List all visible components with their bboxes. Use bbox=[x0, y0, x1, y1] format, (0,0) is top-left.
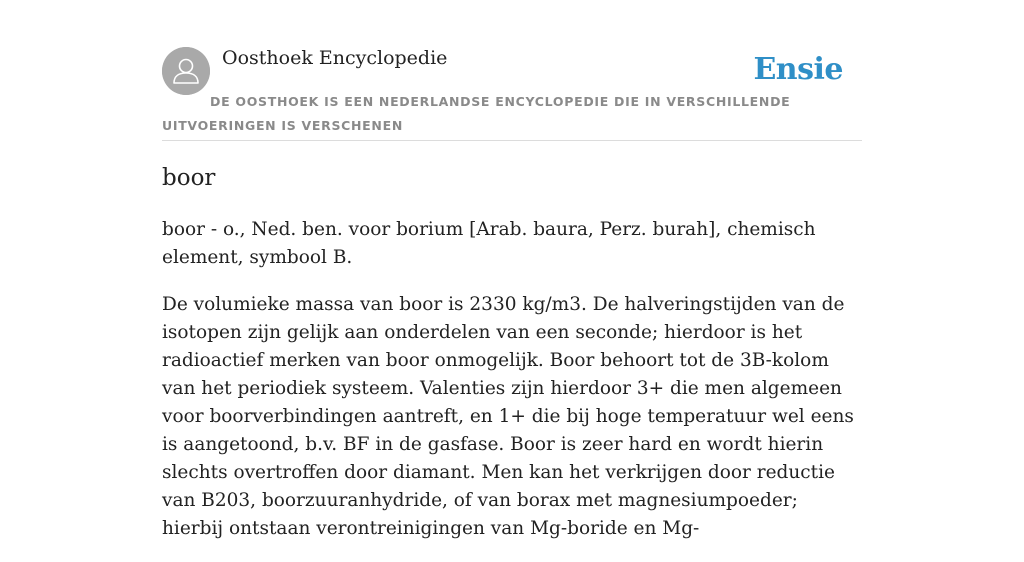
user-icon bbox=[162, 47, 210, 95]
article-paragraph: De volumieke massa van boor is 2330 kg/m3. De halveringstijden van de isotopen zijn gelijk aan onderdelen van een seconde; hierdoor is het radioactief merken van boor onmogelijk. Boor behoort tot de 3B-kolom van het periodiek systeem. Valenties zijn hierdoor 3+ die men algemeen voor boorverbindingen aantreft, en 1+ die bij hoge temperatuur wel eens is aangetoond, b.v. BF in de gasfase. Boor is zeer hard en wordt hierin slechts overtroffen door diamant. Men kan het verkrijgen door reductie van B203, boorzuuranhydride, of van borax met magnesiumpoeder; hierbij ontstaan verontreinigingen van Mg-boride en Mg- bbox=[162, 294, 854, 539]
brand-logo-link[interactable]: Ensie bbox=[753, 52, 843, 87]
article-title: boor bbox=[162, 165, 216, 191]
article-paragraph: boor - o., Ned. ben. voor borium [Arab. baura, Perz. burah], chemisch element, symbool B. bbox=[162, 219, 816, 268]
source-description: DE OOSTHOEK IS EEN NEDERLANDSE ENCYCLOPEDIE DIE IN VERSCHILLENDE UITVOERINGEN IS VERSCHENEN bbox=[162, 94, 791, 133]
avatar[interactable] bbox=[162, 47, 210, 95]
content-container bbox=[162, 0, 862, 539]
source-header bbox=[162, 0, 862, 141]
article-body bbox=[162, 216, 862, 562]
source-name-link[interactable]: Oosthoek Encyclopedie bbox=[222, 47, 448, 69]
